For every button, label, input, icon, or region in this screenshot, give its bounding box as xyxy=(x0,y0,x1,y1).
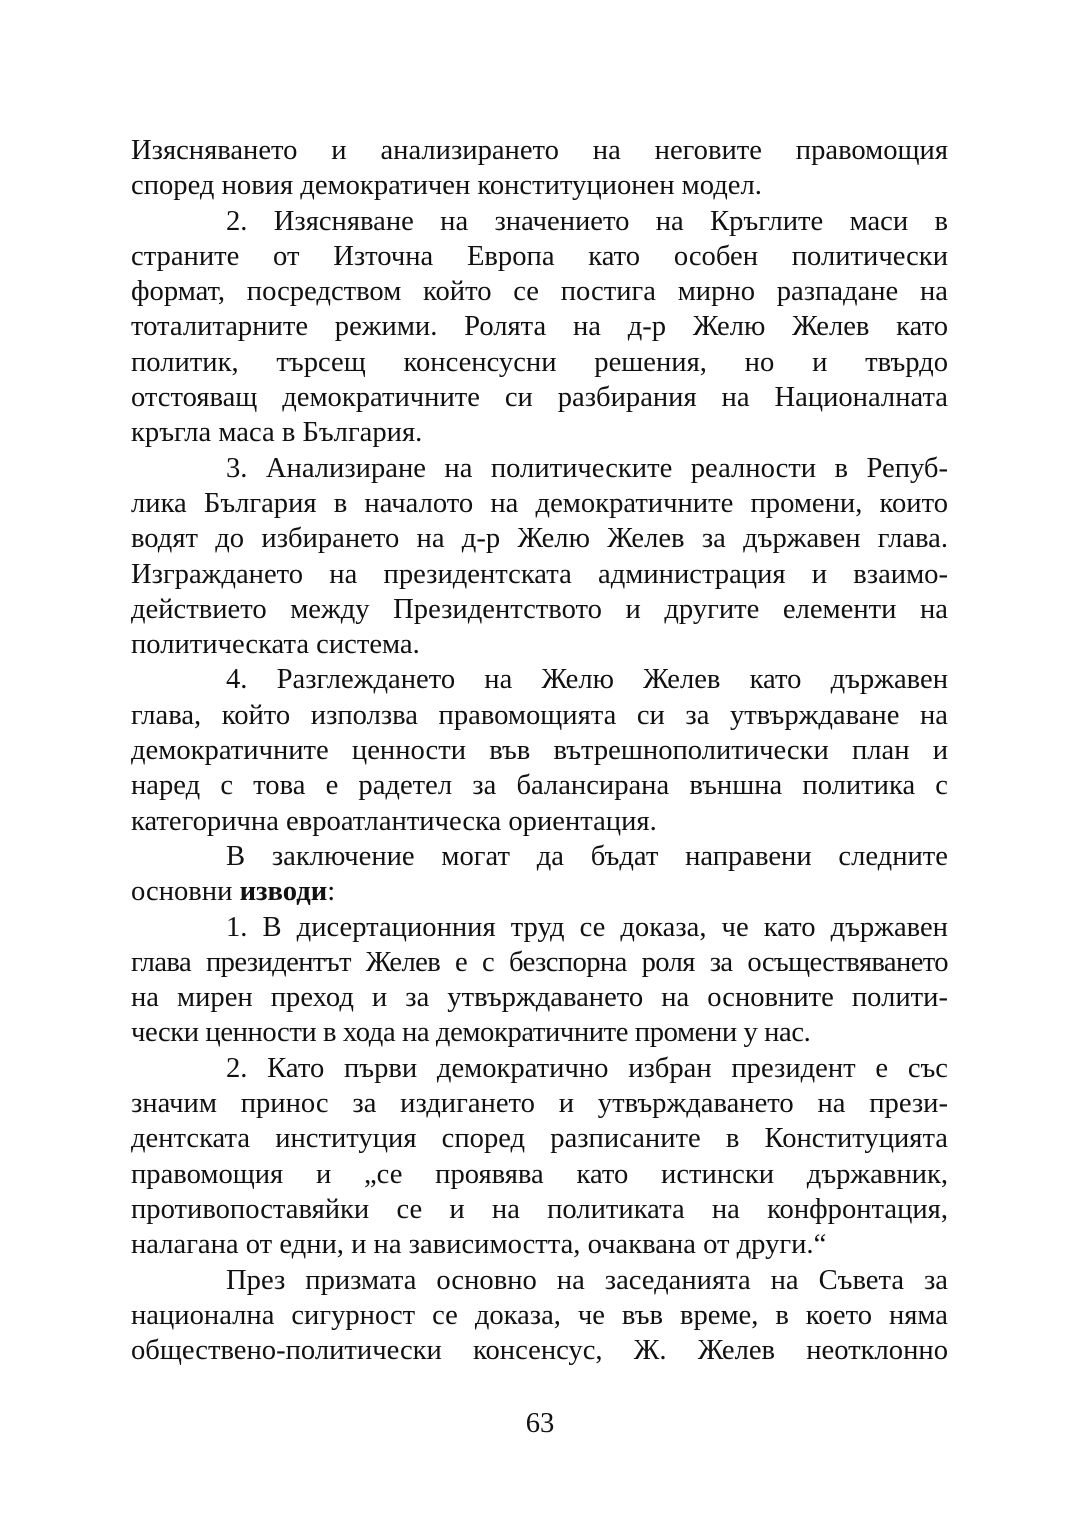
paragraph-security-council xyxy=(131,1263,948,1369)
text-line: демократичните ценности във вътрешнополитически план и xyxy=(131,735,948,767)
text-line: формат, посредством който се постига мирно разпадане на xyxy=(131,276,948,308)
text-line xyxy=(131,874,948,909)
text-line: на мирен преход и за утвърждаването на основните полити- xyxy=(131,982,948,1014)
page-number: 63 xyxy=(525,1408,555,1439)
text-line: лика България в началото на демократичните промени, които xyxy=(131,487,948,519)
text-line: противопоставяйки се и на политиката на конфронтация, xyxy=(131,1193,948,1225)
text-line: значим принос за издигането и утвърждаването на прези- xyxy=(131,1088,948,1120)
bold-keyword: изводи xyxy=(239,876,328,908)
text-line: налагана от едни, и на зависимостта, очаквана от други.“ xyxy=(131,1229,827,1261)
text-line: политическата система. xyxy=(131,629,420,661)
text-line: 3. Анализиране на политическите реалности в Репуб- xyxy=(226,452,948,484)
text-line: глава президентът Желев е с безспорна роля за осъществяването xyxy=(131,946,948,978)
text-line: правомощия и „се проявява като истински държавник, xyxy=(131,1158,948,1190)
text-line: 2. Изясняване на значението на Кръглите маси в xyxy=(226,205,948,237)
text-line: 4. Разглеждането на Желю Желев като държавен xyxy=(226,664,948,696)
text-line: Изясняването и анализирането на неговите правомощия xyxy=(131,135,948,166)
text-line: обществено-политически консенсус, Ж. Желев неотклонно xyxy=(131,1335,948,1367)
document-page xyxy=(131,133,948,1368)
text-line: наред с това е радетел за балансирана външна политика с xyxy=(131,770,948,802)
paragraph-conclusion-intro xyxy=(131,839,948,910)
text-line: чески ценности в хода на демократичните промени у нас. xyxy=(131,1017,811,1049)
paragraph-conclusion-1 xyxy=(131,910,948,1051)
text-line: През призмата основно на заседанията на Съвета за xyxy=(226,1264,948,1296)
text-line: дентската институция според разписаните в Конституцията xyxy=(131,1123,948,1155)
text-line: глава, който използва правомощията си за утвърждаване на xyxy=(131,699,948,731)
text-line: В заключение могат да бъдат направени следните xyxy=(226,840,948,872)
paragraph-task-3 xyxy=(131,451,948,663)
text-line: отстояващ демократичните си разбирания на Националната xyxy=(131,382,948,414)
text-line: категорична евроатлантическа ориентация. xyxy=(131,805,657,837)
text-fragment: : xyxy=(327,876,336,908)
text-line: 1. В дисертационния труд се доказа, че като държавен xyxy=(226,911,948,943)
text-line: тоталитарните режими. Ролята на д-р Желю Желев като xyxy=(131,311,948,343)
text-line: водят до избирането на д-р Желю Желев за държавен глава. xyxy=(131,523,948,555)
text-line: действието между Президентството и другите елементи на xyxy=(131,593,948,625)
text-line: политик, търсещ консенсусни решения, но и твърдо xyxy=(131,346,948,378)
text-line: страните от Източна Европа като особен политически xyxy=(131,240,948,272)
paragraph-task-4 xyxy=(131,662,948,838)
text-line: 2. Като първи демократично избран президент е със xyxy=(226,1052,948,1084)
text-line: Изграждането на президентската администрация и взаимо- xyxy=(131,558,948,590)
paragraph-task-2 xyxy=(131,204,948,451)
text-line: според новия демократичен конституционен модел. xyxy=(131,170,762,202)
paragraph-conclusion-2 xyxy=(131,1051,948,1263)
paragraph-intro-continuation xyxy=(131,133,948,204)
text-fragment: основни xyxy=(131,876,240,908)
text-line: национална сигурност се доказа, че във време, в което няма xyxy=(131,1299,948,1331)
text-line: кръгла маса в България. xyxy=(131,417,423,449)
